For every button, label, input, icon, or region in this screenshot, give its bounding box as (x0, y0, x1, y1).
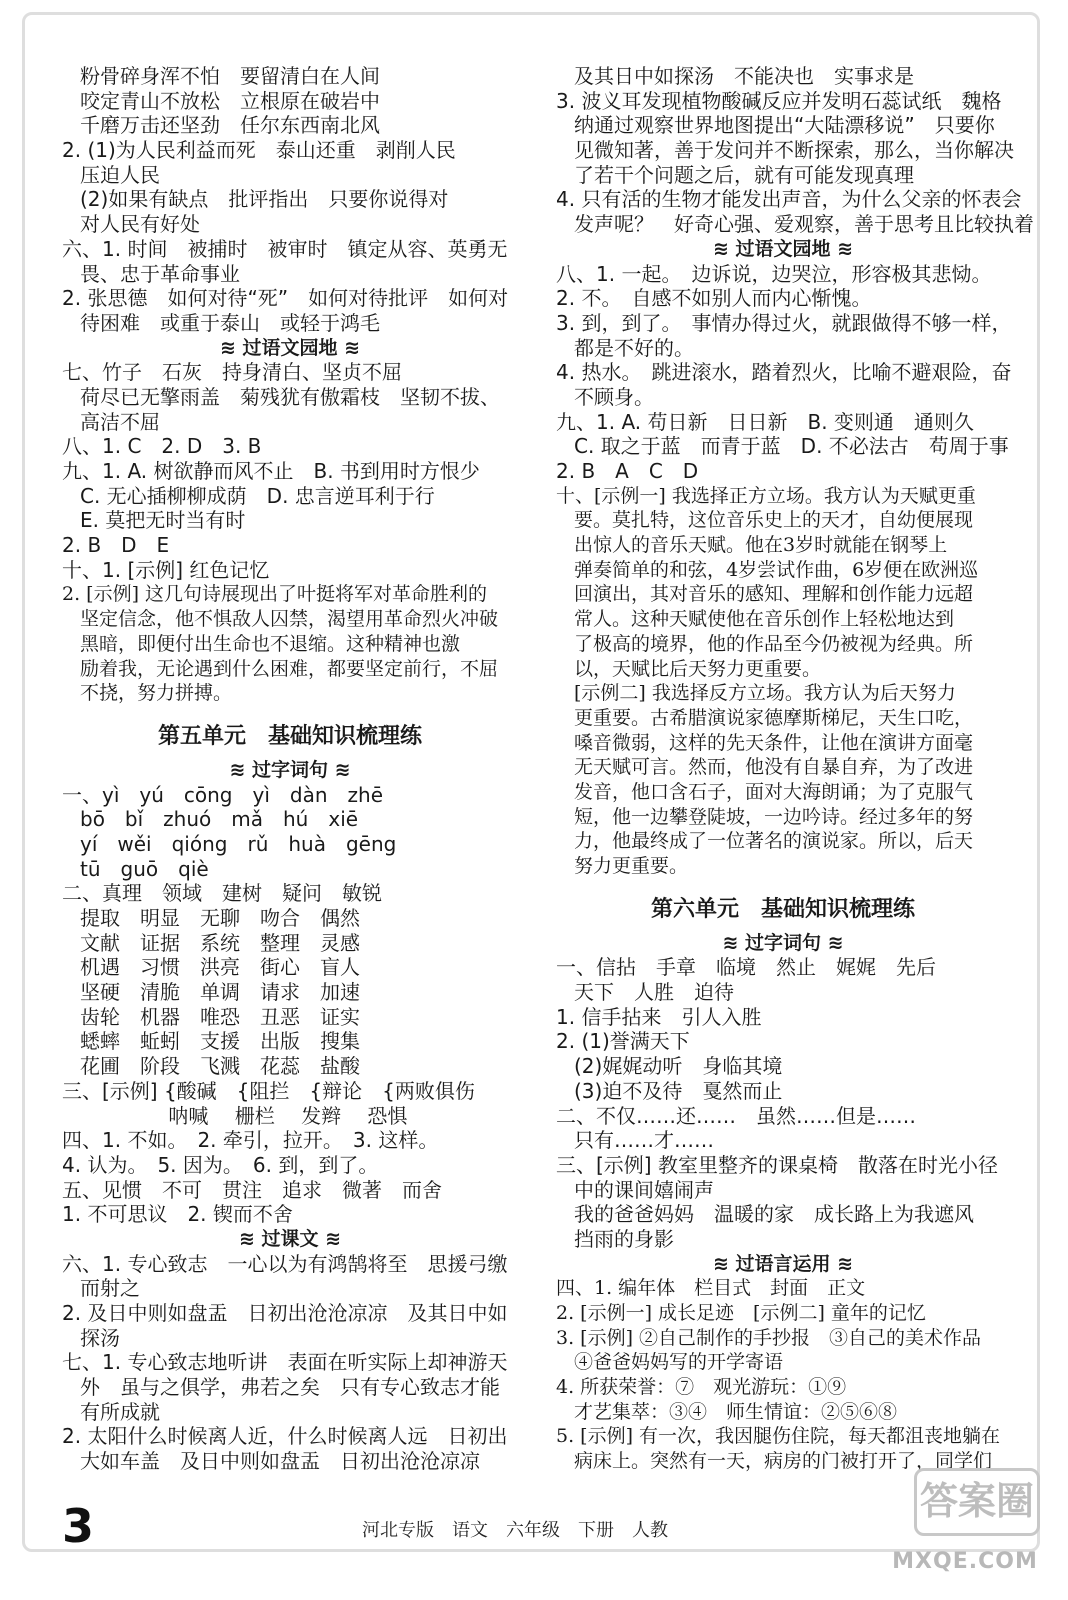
right-answer-line: (2)娓娓动听 身临其境 (574, 1054, 783, 1079)
left-answer-line: 齿轮 机器 唯恐 丑恶 证实 (80, 1004, 360, 1029)
left-answer-line: 大如车盖 及日中则如盘盂 日初出沧沧凉凉 (80, 1449, 480, 1474)
right-answer-line: 2. (1)誉满天下 (556, 1029, 690, 1054)
left-answer-line: 畏、忠于革命事业 (80, 261, 240, 286)
left-answer-line: 励着我，无论遇到什么困难，都要坚定前行，不屈 (80, 657, 499, 680)
right-answer-line: 天下 人胜 迫待 (574, 980, 734, 1005)
left-answer-line: 九、1. A. 树欲静而风不止 B. 书到用时方恨少 (62, 459, 480, 483)
left-answer-line: 而射之 (80, 1276, 140, 1301)
left-answer-line: 六、1. 时间 被捕时 被审时 镇定从容、英勇无 (62, 236, 508, 261)
right-answer-line: 二、不仅……还…… 虽然……但是…… (556, 1103, 916, 1128)
left-answer-line: 对人民有好处 (80, 212, 200, 237)
section-heading: ≋ 过课文 ≋ (238, 1227, 342, 1250)
right-answer-line: 中的课间嬉闹声 (574, 1177, 714, 1202)
right-answer-line: 四、1. 编年体 栏目式 封面 正文 (556, 1277, 866, 1300)
page-footer (62, 1498, 762, 1558)
right-answer-line: (3)迫不及待 戛然而止 (574, 1078, 783, 1103)
right-answer-line: 3. [示例] ②自己制作的手抄报 ③自己的美术作品 (556, 1326, 982, 1349)
page-number: 3 (62, 1499, 95, 1553)
right-answer-line: 回演出，其对音乐的感知、理解和创作能力远超 (574, 583, 974, 606)
right-answer-line: 1. 信手拈来 引人入胜 (556, 1004, 762, 1029)
right-answer-line: 努力更重要。 (574, 855, 689, 877)
right-answer-line: 不顾身。 (574, 384, 654, 409)
left-answer-line: bō bǐ zhuó mǎ hú xiē (80, 807, 359, 832)
left-answer-line: 有所成就 (80, 1399, 160, 1424)
section-heading: ≋ 过语文园地 ≋ (712, 237, 854, 260)
right-answer-line: 无天赋可言。然而，他没有自暴自弃，为了改进 (574, 756, 974, 779)
left-answer-line: 不挠，努力拼搏。 (80, 682, 233, 705)
right-answer-line: 九、1. A. 苟日新 日日新 B. 变则通 通则久 (556, 409, 974, 434)
right-answer-line: 只有……才…… (574, 1128, 714, 1153)
left-answer-line: 粉骨碎身浑不怕 要留清白在人间 (80, 64, 380, 88)
left-answer-line: 探汤 (80, 1325, 120, 1350)
section-heading: ≋ 过字词句 ≋ (229, 758, 351, 781)
left-answer-line: 三、[示例] {酸碱 {阻拦 {辩论 {两败俱伤 (62, 1078, 475, 1103)
right-answer-line: 常人。这种天赋使他在音乐创作上轻松地达到 (574, 608, 955, 631)
right-answer-line: 弹奏简单的和弦，4岁尝试作曲，6岁便在欧洲巡 (574, 558, 979, 581)
right-answer-line: 才艺集萃：③④ 师生情谊：②⑤⑥⑧ (574, 1400, 898, 1423)
left-answer-line: 1. 不可思议 2. 锲而不舍 (62, 1202, 293, 1227)
right-answer-line: 都是不好的。 (574, 335, 694, 360)
left-answer-line: tū guō qiè (80, 856, 209, 881)
left-answer-line: 花圃 阶段 飞溅 花蕊 盐酸 (80, 1054, 360, 1079)
right-answer-line: 及其日中如探汤 不能决也 实事求是 (574, 64, 914, 88)
left-answer-line: 2. (1)为人民利益而死 泰山还重 剥削人民 (62, 138, 456, 163)
right-answer-line: 嗓音微弱，这样的先天条件，让他在演讲方面毫 (574, 731, 974, 754)
right-answer-line: 5. [示例] 有一次，我因腿伤住院，每天都沮丧地躺在 (556, 1425, 1001, 1448)
left-answer-line: 四、1. 不如。 2. 牵引，拉开。 3. 这样。 (62, 1128, 439, 1153)
left-answer-line: 黑暗，即便付出生命也不退缩。这种精神也激 (80, 632, 461, 655)
left-answer-line: 坚硬 清脆 单调 请求 加速 (80, 980, 360, 1005)
right-answer-line: 我的爸爸妈妈 温暖的家 成长路上为我遮风 (574, 1202, 974, 1227)
right-answer-line: 八、1. 一起。 边诉说，边哭泣，形容极其悲恸。 (556, 261, 992, 286)
left-answer-line: C. 无心插柳柳成荫 D. 忠言逆耳利于行 (80, 483, 435, 508)
right-answer-line: 一、信拈 手章 临境 然止 娓娓 先后 (556, 955, 936, 980)
right-answer-line: 了极高的境界，他的作品至今仍被视为经典。所 (574, 632, 974, 655)
left-answer-line: 高洁不屈 (80, 409, 160, 434)
right-answer-line: 以，天赋比后天努力更重要。 (574, 657, 822, 680)
left-answer-line: 二、真理 领域 建树 疑问 敏锐 (62, 881, 382, 906)
left-answer-line: 十、1. [示例] 红色记忆 (62, 557, 270, 582)
right-answer-line: 力，他最终成了一位著名的演说家。所以，后天 (574, 830, 974, 853)
section-heading: ≋ 过语文园地 ≋ (219, 336, 361, 359)
right-answer-line: [示例二] 我选择反方立场。我方认为后天努力 (574, 682, 956, 705)
left-answer-line: 五、见惯 不可 贯注 追求 微著 而舍 (62, 1177, 442, 1202)
right-answer-line: 三、[示例] 教室里整齐的课桌椅 散落在时光小径 (556, 1152, 998, 1177)
left-answer-line: 待困难 或重于泰山 或轻于鸿毛 (80, 310, 380, 335)
right-answer-line: ④爸爸妈妈写的开学寄语 (574, 1351, 784, 1374)
left-answer-line: 呐喊 栅栏 发辫 恐惧 (62, 1103, 408, 1128)
left-answer-line: 千磨万击还坚劲 任尔东西南北风 (80, 113, 380, 138)
right-answer-line: 4. 只有活的生物才能发出声音，为什么父亲的怀表会 (556, 187, 1022, 212)
left-column (62, 64, 518, 1474)
left-answer-line: 七、竹子 石灰 持身清白、坚贞不屈 (62, 360, 402, 385)
left-answer-line: 机遇 习惯 洪亮 街心 盲人 (80, 955, 360, 980)
right-answer-line: 发音，他口含石子，面对大海朗诵；为了克服气 (574, 780, 974, 803)
left-answer-line: 2. 及日中则如盘盂 日初出沧沧凉凉 及其日中如 (62, 1301, 508, 1325)
unit-heading: 第五单元 基础知识梳理练 (157, 723, 422, 749)
right-answer-line: 要。莫扎特，这位音乐史上的天才，自幼便展现 (574, 509, 974, 532)
left-answer-line: 一、yì yú cōng yì dàn zhē (62, 782, 384, 807)
footer-book-info: 河北专版 语文 六年级 下册 人教 (362, 1520, 668, 1541)
right-answer-line: 挡雨的身影 (574, 1226, 674, 1251)
unit-heading: 第六单元 基础知识梳理练 (650, 896, 915, 922)
left-answer-line: 八、1. C 2. D 3. B (62, 434, 262, 459)
left-answer-line: E. 莫把无时当有时 (80, 508, 246, 533)
right-column (556, 64, 1034, 1474)
watermark-logo (890, 1468, 1040, 1578)
left-answer-line: 2. 张思德 如何对待“死” 如何对待批评 如何对 (62, 286, 509, 311)
right-answer-line: 短，他一边攀登陡坡，一边吟诗。经过多年的努 (574, 805, 974, 828)
right-answer-line: 4. 热水。 跳进滚水，踏着烈火，比喻不避艰险，奋 (556, 360, 1012, 385)
right-answer-line: 3. 到，到了。 事情办得过火，就跟做得不够一样， (556, 310, 1012, 335)
right-answer-line: 更重要。古希腊演说家德摩斯梯尼，天生口吃， (574, 706, 974, 729)
left-answer-line: 七、1. 专心致志地听讲 表面在听实际上却神游天 (62, 1350, 508, 1375)
section-heading: ≋ 过语言运用 ≋ (712, 1252, 854, 1275)
right-answer-line: 纳通过观察世界地图提出“大陆漂移说” 只要你 (574, 113, 995, 138)
right-answer-line: C. 取之于蓝 而青于蓝 D. 不必法古 苟周于事 (574, 434, 1009, 459)
right-answer-line: 4. 所获荣誉：⑦ 观光游玩：①⑨ (556, 1376, 847, 1399)
left-answer-line: (2)如果有缺点 批评指出 只要你说得对 (80, 187, 449, 212)
right-answer-line: 2. [示例一] 成长足迹 [示例二] 童年的记忆 (556, 1302, 926, 1324)
left-answer-line: 蟋蟀 蚯蚓 支援 出版 搜集 (80, 1029, 360, 1054)
right-answer-line: 见微知著，善于发问并不断探索，那么，当你解决 (574, 138, 1014, 163)
right-answer-line: 发声呢？ 好奇心强、爱观察，善于思考且比较执着 (574, 212, 1034, 237)
left-answer-line: 压迫人民 (80, 162, 160, 187)
right-answer-line: 3. 波义耳发现植物酸碱反应并发明石蕊试纸 魏格 (556, 88, 1002, 113)
left-answer-line: 2. 太阳什么时候离人近，什么时候离人远 日初出 (62, 1424, 508, 1449)
right-answer-line: 了若干个问题之后，就有可能发现真理 (574, 162, 914, 187)
left-answer-line: 4. 认为。 5. 因为。 6. 到，到了。 (62, 1152, 379, 1177)
left-answer-line: 提取 明显 无聊 吻合 偶然 (80, 906, 360, 930)
watermark-url: MXQE.COM (892, 1549, 1038, 1574)
left-answer-line: 2. B D E (62, 533, 170, 558)
right-answer-line: 十、[示例一] 我选择正方立场。我方认为天赋更重 (556, 484, 976, 507)
left-answer-line: 外 虽与之俱学，弗若之矣 只有专心致志才能 (80, 1375, 500, 1400)
left-answer-line: 荷尽已无擎雨盖 菊残犹有傲霜枝 坚韧不拔、 (80, 384, 500, 409)
left-answer-line: 文献 证据 系统 整理 灵感 (80, 930, 360, 955)
section-heading: ≋ 过字词句 ≋ (722, 931, 844, 954)
right-answer-line: 2. 不。 自感不如别人而内心惭愧。 (556, 286, 872, 311)
right-answer-line: 病床上。突然有一天，病房的门被打开了，同学们 (574, 1450, 993, 1473)
left-answer-line: 2. [示例] 这几句诗展现出了叶挺将军对革命胜利的 (62, 583, 488, 606)
left-answer-line: 坚定信念，他不惧敌人囚禁，渴望用革命烈火冲破 (80, 608, 499, 631)
left-answer-line: 六、1. 专心致志 一心以为有鸿鹄将至 思援弓缴 (62, 1251, 508, 1276)
right-answer-line: 2. B A C D (556, 459, 699, 483)
watermark-logo-text: 答案圈 (914, 1468, 1040, 1536)
left-answer-line: yí wěi qióng rǔ huà gēng (80, 831, 397, 856)
right-answer-line: 出惊人的音乐天赋。他在3岁时就能在钢琴上 (574, 534, 948, 557)
left-answer-line: 咬定青山不放松 立根原在破岩中 (80, 88, 380, 113)
